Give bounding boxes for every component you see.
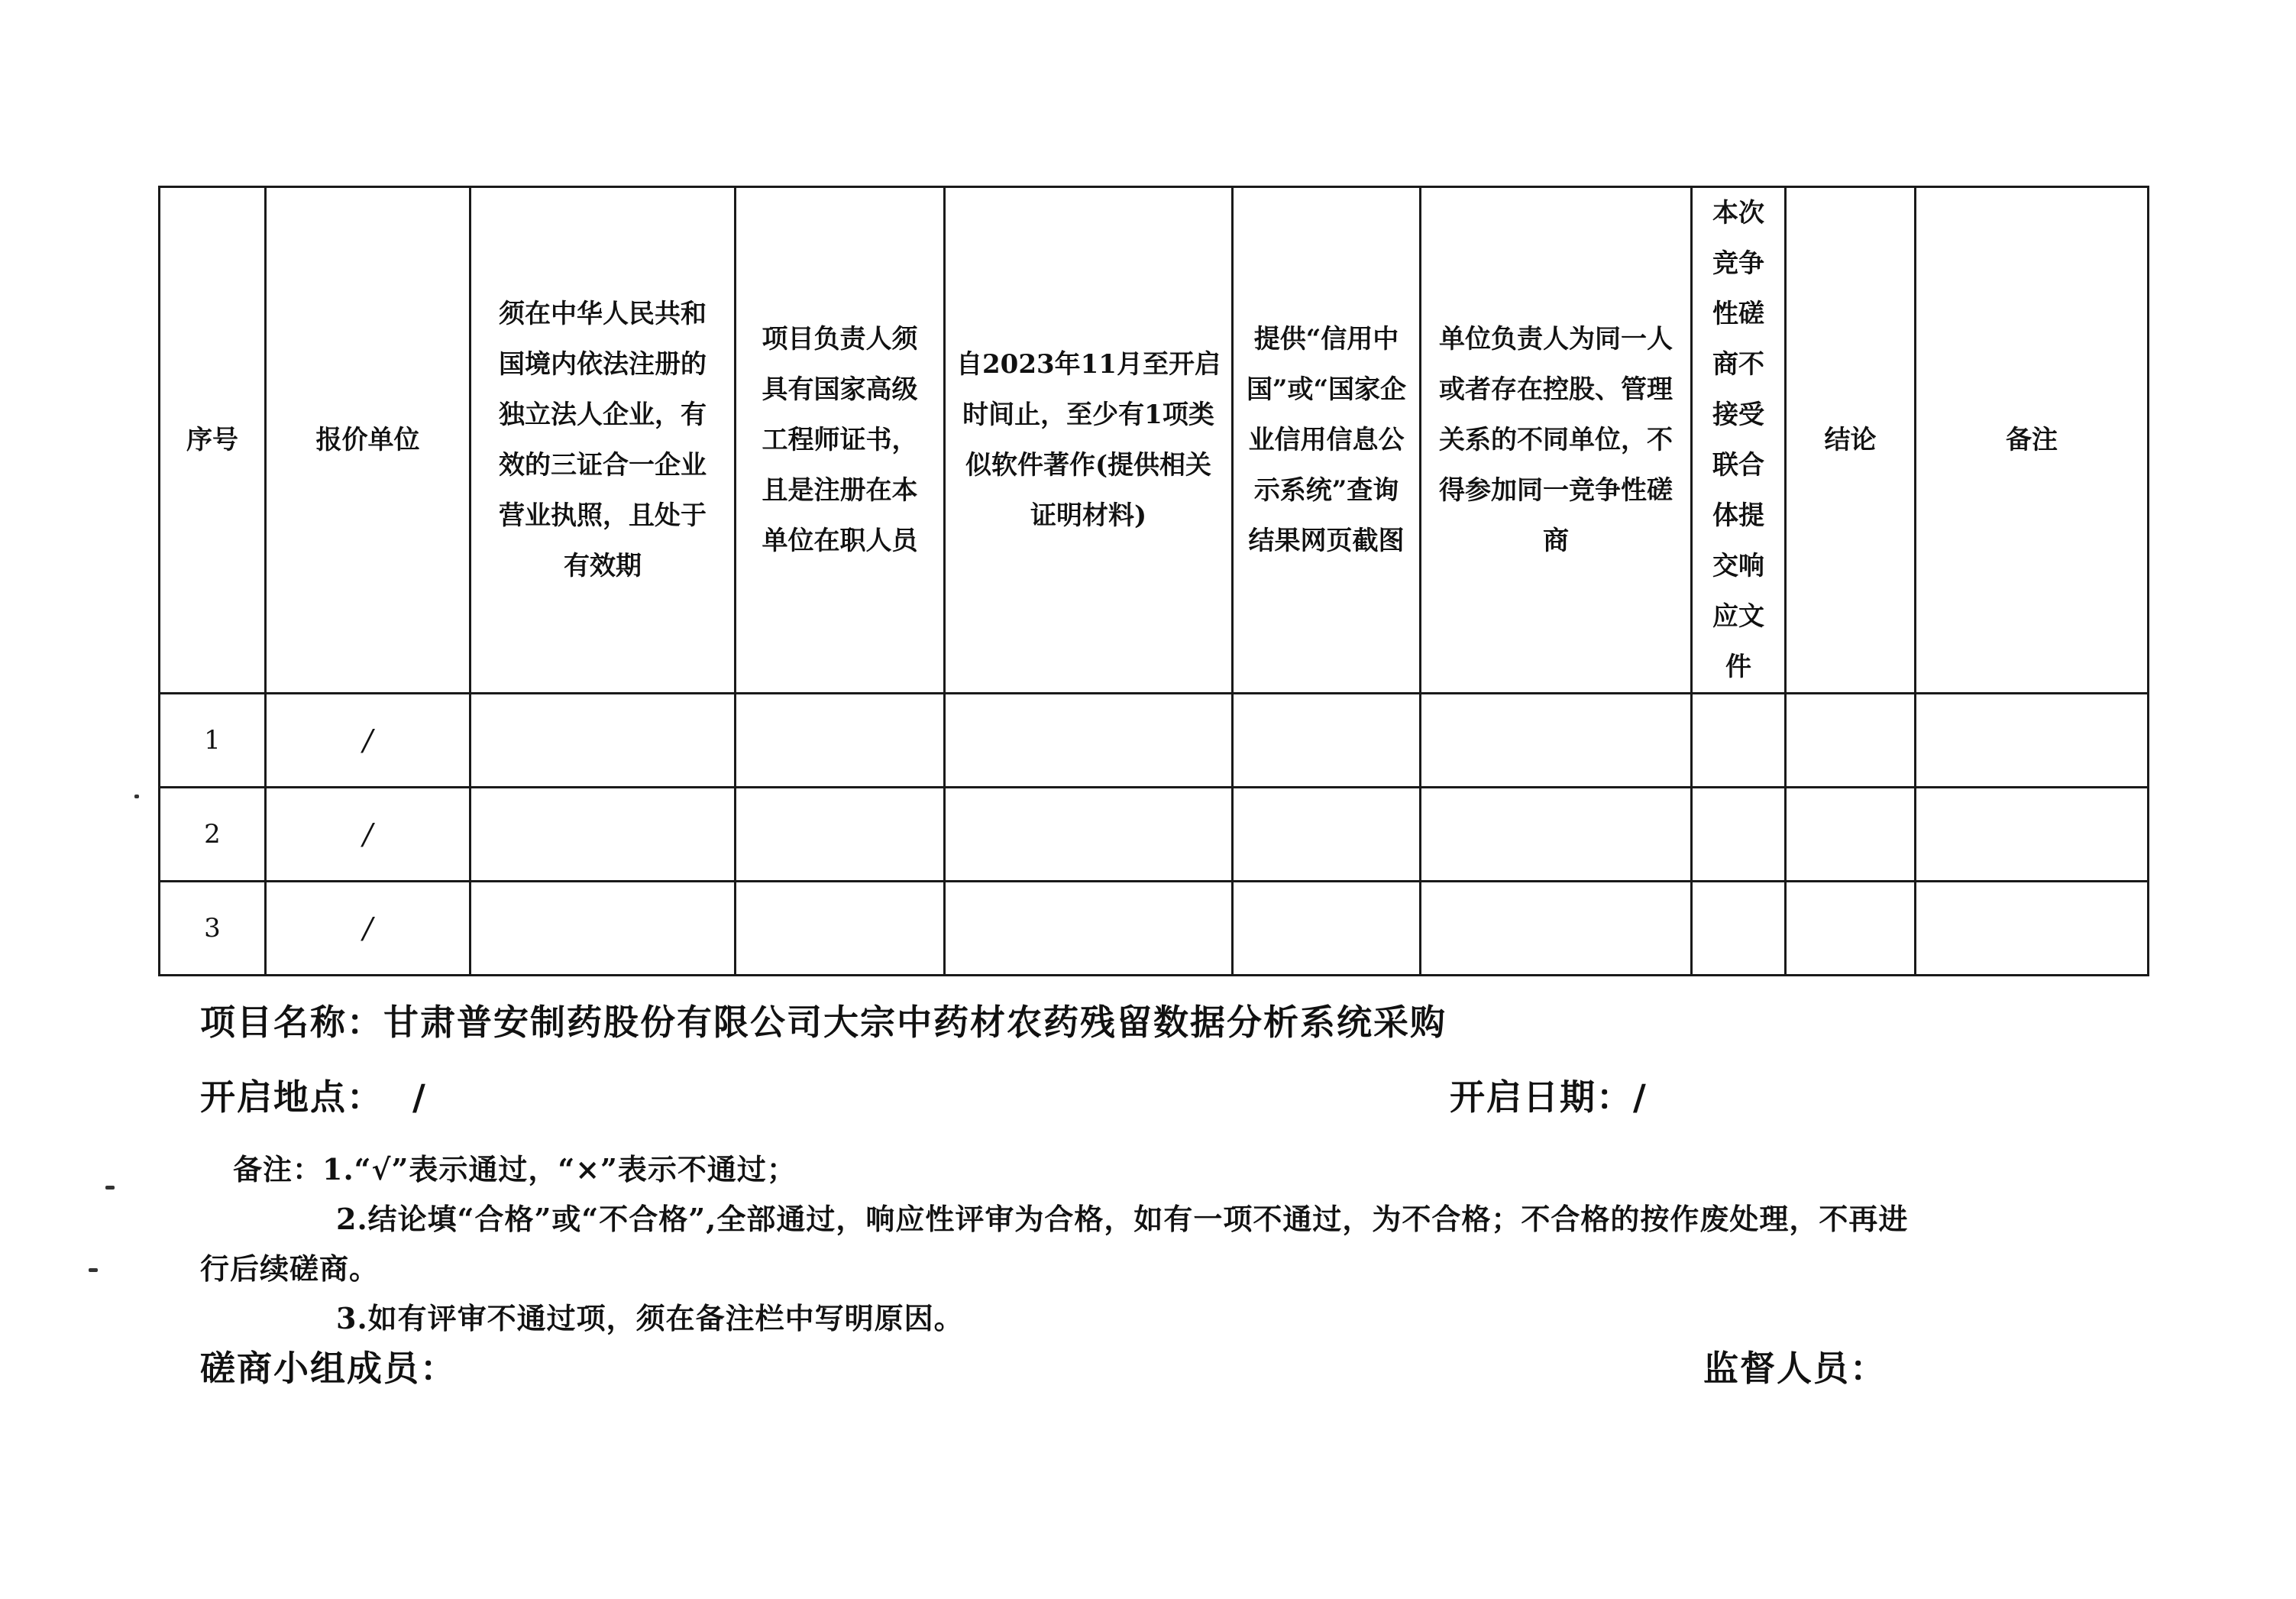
cell-empty [1692, 694, 1786, 788]
project-name-label: 项目名称： [200, 1002, 383, 1043]
row-bidder: / [266, 882, 471, 976]
cell-empty [1421, 788, 1692, 882]
opening-date-label: 开启日期： [1450, 1076, 1633, 1118]
cell-empty [471, 788, 736, 882]
cell-empty [945, 882, 1233, 976]
header-legal-entity: 须在中华人民共和国境内依法注册的独立法人企业，有效的三证合一企业营业执照，且处于有效期 [471, 187, 736, 694]
cell-empty [736, 882, 945, 976]
opening-location-line [200, 1070, 427, 1120]
cell-empty [1916, 694, 2149, 788]
cell-empty [1421, 882, 1692, 976]
opening-location-label: 开启地点： [200, 1076, 383, 1118]
note-line-2: 2.结论填“合格”或“不合格”,全部通过，响应性评审为合格，如有一项不通过，为不合格；不合格的按作废处理，不再进 [336, 1202, 1909, 1236]
cell-empty [1233, 788, 1421, 882]
cell-empty [1421, 694, 1692, 788]
cell-empty [1786, 694, 1916, 788]
cell-empty [1692, 788, 1786, 882]
cell-empty [945, 788, 1233, 882]
cell-empty [736, 694, 945, 788]
cell-empty [1692, 882, 1786, 976]
project-name-value: 甘肃普安制药股份有限公司大宗中药材农药残留数据分析系统采购 [383, 1002, 1447, 1043]
review-table [158, 186, 2149, 976]
row-index: 1 [160, 694, 266, 788]
cell-empty [736, 788, 945, 882]
header-bidder: 报价单位 [266, 187, 471, 694]
header-no-consortium: 本次竞争性磋商不接受联合体提交响应文件 [1692, 187, 1786, 694]
table-row [160, 694, 2149, 788]
cell-empty [1786, 882, 1916, 976]
row-index: 3 [160, 882, 266, 976]
opening-location-value: / [412, 1076, 427, 1118]
scan-speck [134, 795, 139, 798]
cell-empty [1916, 882, 2149, 976]
cell-empty [945, 694, 1233, 788]
opening-date-line [1450, 1070, 1648, 1120]
header-project-lead: 项目负责人须具有国家高级工程师证书，且是注册在本单位在职人员 [736, 187, 945, 694]
cell-empty [471, 694, 736, 788]
panel-members-label: 磋商小组成员： [200, 1348, 457, 1389]
header-index: 序号 [160, 187, 266, 694]
header-related-parties: 单位负责人为同一人或者存在控股、管理关系的不同单位，不得参加同一竞争性磋商 [1421, 187, 1692, 694]
cell-empty [1916, 788, 2149, 882]
note-line-3: 行后续磋商。 [200, 1251, 380, 1286]
cell-empty [471, 882, 736, 976]
header-credit-check: 提供“信用中国”或“国家企业信用信息公示系统”查询结果网页截图 [1233, 187, 1421, 694]
header-conclusion: 结论 [1786, 187, 1916, 694]
supervisor-label: 监督人员： [1703, 1348, 1887, 1389]
project-name-line [200, 995, 1447, 1045]
table-header-row [160, 187, 2149, 694]
opening-date-value: / [1633, 1076, 1648, 1118]
table-row [160, 882, 2149, 976]
cell-empty [1233, 694, 1421, 788]
table-row [160, 788, 2149, 882]
note-line-4: 3.如有评审不通过项，须在备注栏中写明原因。 [336, 1301, 964, 1335]
row-bidder: / [266, 694, 471, 788]
scan-speck [105, 1186, 115, 1190]
header-software-copyright: 自2023年11月至开启时间止，至少有1项类似软件著作(提供相关证明材料) [945, 187, 1233, 694]
cell-empty [1233, 882, 1421, 976]
scan-speck [89, 1268, 98, 1272]
row-index: 2 [160, 788, 266, 882]
cell-empty [1786, 788, 1916, 882]
note-line-1: 备注：1.“√”表示通过，“×”表示不通过； [233, 1152, 797, 1186]
header-remarks: 备注 [1916, 187, 2149, 694]
row-bidder: / [266, 788, 471, 882]
